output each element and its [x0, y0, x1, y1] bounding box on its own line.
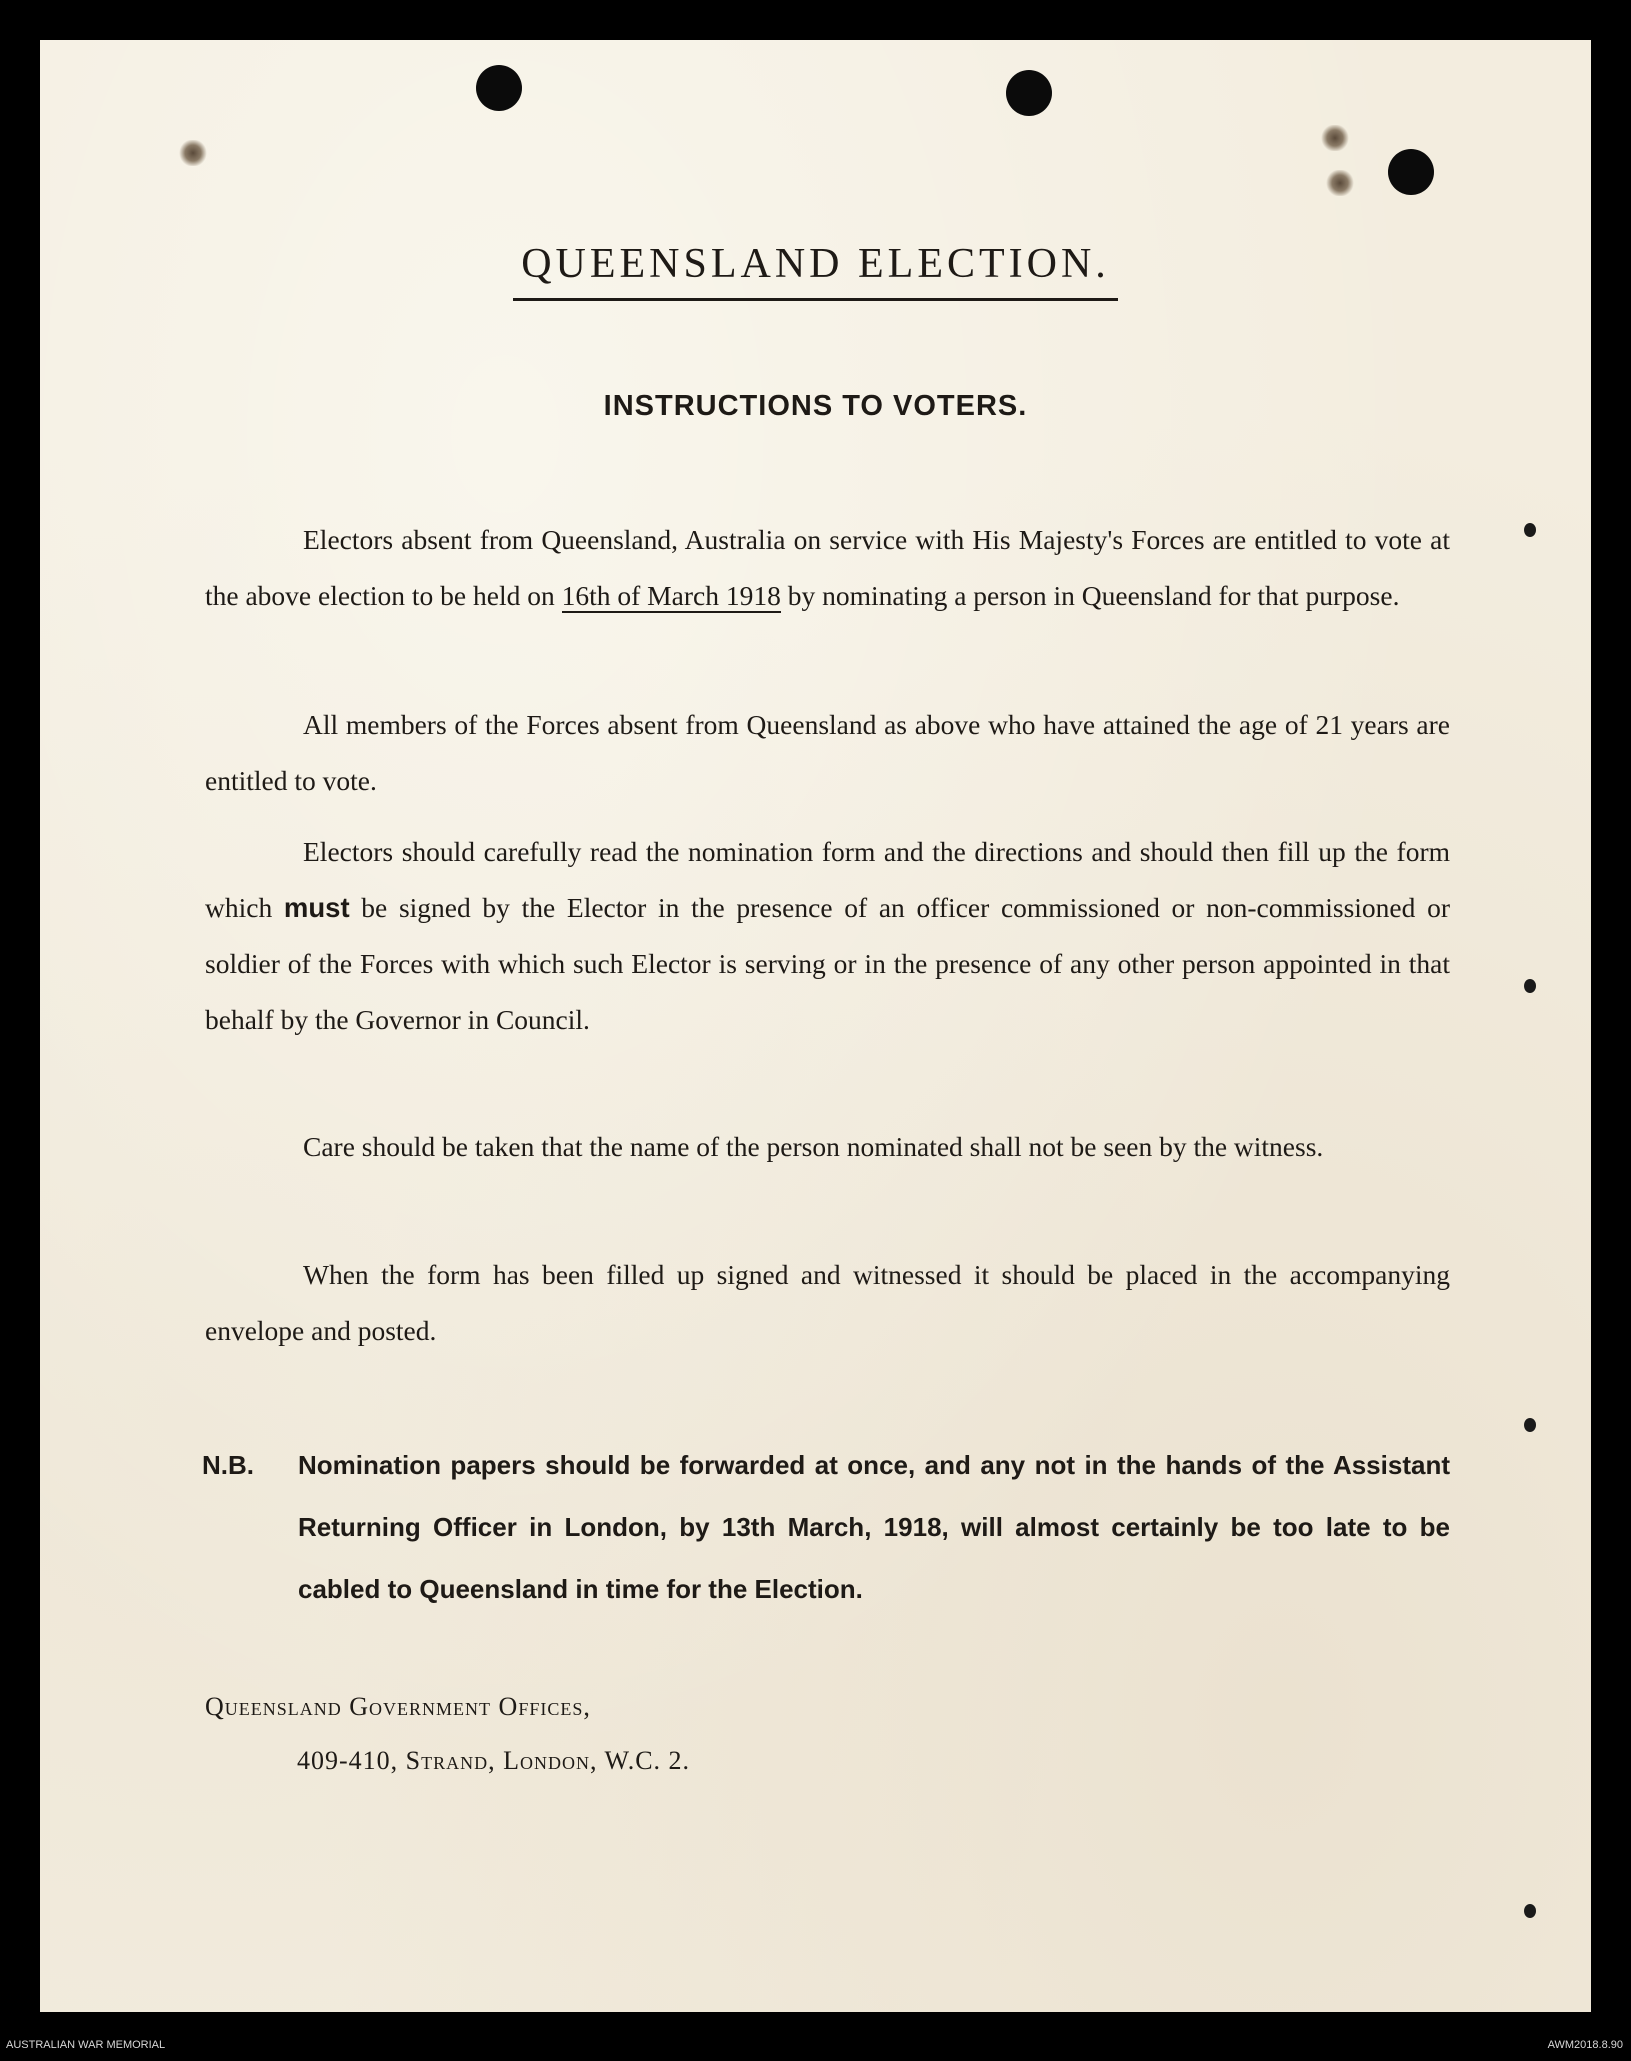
edge-mark [1524, 1904, 1536, 1918]
archive-accession-number: AWM2018.8.90 [1547, 2039, 1623, 2051]
edge-mark [1524, 979, 1536, 993]
document-title: QUEENSLAND ELECTION. [0, 240, 1631, 301]
edge-mark [1524, 523, 1536, 537]
nb-label: N.B. [202, 1450, 254, 1480]
paragraph-eligibility: Electors absent from Queensland, Australia on service with His Majesty's Forces are entitled to vote at the above election to be held on 16th of March 1918 by nominating a person in Queensland for that purpose. [205, 524, 1450, 611]
paragraph-posting: When the form has been filled up signed and witnessed it should be placed in the accompanying envelope and posted. [205, 1259, 1450, 1346]
paragraph-nomination-form: Electors should carefully read the nomination form and the directions and should then fill up the form which must be signed by the Elector in the presence of an officer commissioned or non-commissioned or soldier of the Forces with which such Elector is serving or in the presence of any other person appointed in that behalf by the Governor in Council. [205, 836, 1450, 1035]
pin-mark [1325, 170, 1355, 196]
footer-office: Queensland Government Offices, [205, 1692, 591, 1721]
emphasis-must: must [283, 892, 350, 923]
document-subtitle: INSTRUCTIONS TO VOTERS. [603, 390, 1028, 422]
edge-mark [1524, 1418, 1536, 1432]
nb-text: Nomination papers should be forwarded at once, and any not in the hands of the Assistant Returning Officer in London, by 13th March, 1918, will almost certainly be too late to be cabled to Queensland in time for the Election. [298, 1450, 1450, 1604]
footer-address: 409-410, Strand, London, W.C. 2. [297, 1746, 691, 1775]
punch-hole [476, 65, 522, 111]
punch-hole [1388, 149, 1434, 195]
archive-credit: AUSTRALIAN WAR MEMORIAL [6, 2039, 166, 2051]
pin-mark [178, 140, 208, 166]
election-date: 16th of March 1918 [561, 580, 781, 611]
pin-mark [1320, 125, 1350, 151]
paragraph-witness: Care should be taken that the name of the person nominated shall not be seen by the witness. [303, 1131, 1324, 1162]
punch-hole [1006, 70, 1052, 116]
paragraph-age: All members of the Forces absent from Queensland as above who have attained the age of 21 years are entitled to vote. [205, 709, 1450, 796]
